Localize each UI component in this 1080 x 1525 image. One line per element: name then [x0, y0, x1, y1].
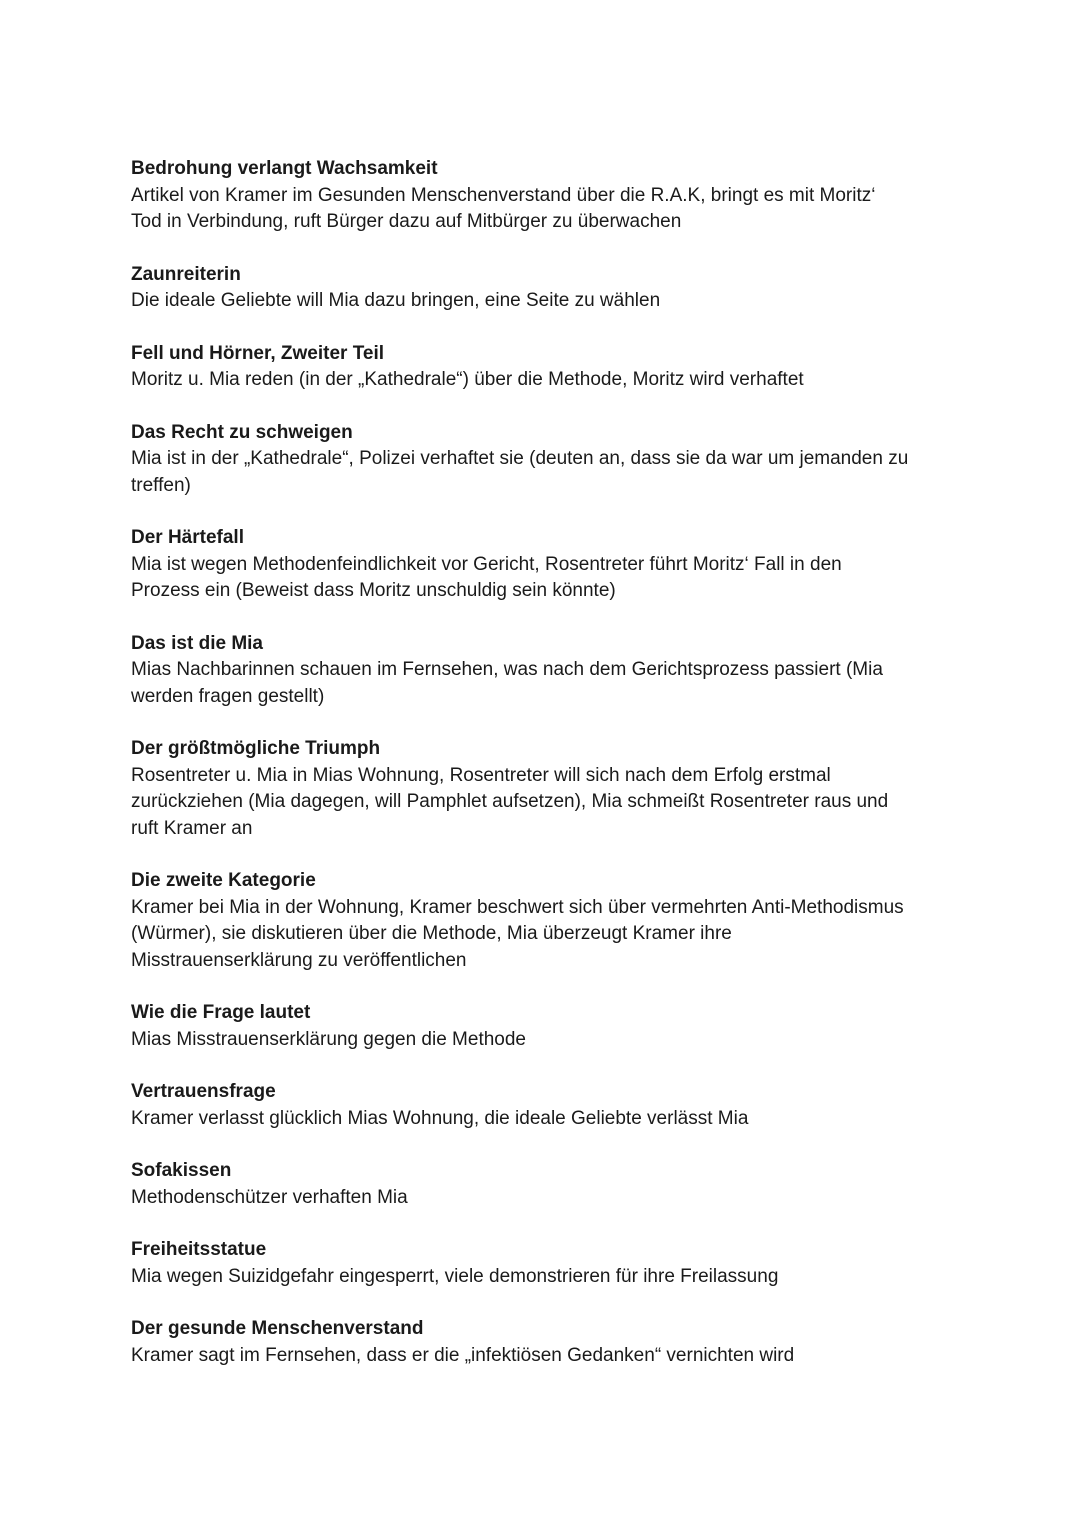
- section-line: Mias Nachbarinnen schauen im Fernsehen, was nach dem Gerichtsprozess passiert (Mia: [131, 659, 883, 680]
- section-line: Kramer verlasst glücklich Mias Wohnung, die ideale Geliebte verlässt Mia: [131, 1107, 749, 1129]
- section-line: Kramer sagt im Fernsehen, dass er die „infektiösen Gedanken“ vernichten wird: [131, 1344, 795, 1366]
- section-line: (Würmer), sie diskutieren über die Methode, Mia überzeugt Kramer ihre: [131, 923, 732, 944]
- section-line: Rosentreter u. Mia in Mias Wohnung, Rosentreter will sich nach dem Erfolg erstmal: [131, 764, 831, 786]
- section-title: Der Härtefall: [131, 527, 244, 548]
- section: [131, 1316, 961, 1369]
- section-title: Wie die Frage lautet: [131, 1002, 311, 1023]
- section-title: Die zweite Kategorie: [131, 870, 316, 891]
- section-line: Kramer bei Mia in der Wohnung, Kramer beschwert sich über vermehrten Anti-Methodismus: [131, 896, 904, 918]
- section-title: Freiheitsstatue: [131, 1239, 267, 1260]
- section: [131, 736, 961, 842]
- section-title: Sofakissen: [131, 1160, 232, 1181]
- section: [131, 1158, 961, 1211]
- section: [131, 631, 961, 711]
- section-title: Zaunreiterin: [131, 263, 241, 285]
- section-line: treffen): [131, 474, 191, 496]
- section-title: Vertrauensfrage: [131, 1081, 276, 1102]
- section-line: Die ideale Geliebte will Mia dazu bringen, eine Seite zu wählen: [131, 290, 661, 311]
- section: [131, 341, 961, 394]
- section: [131, 1079, 961, 1132]
- section-title: Der gesunde Menschenverstand: [131, 1318, 424, 1339]
- section-title: Das ist die Mia: [131, 632, 263, 654]
- section-title: Das Recht zu schweigen: [131, 421, 353, 443]
- section-line: Mias Misstrauenserklärung gegen die Methode: [131, 1028, 526, 1050]
- section-line: Mia ist in der „Kathedrale“, Polizei verhaftet sie (deuten an, dass sie da war um jemanden zu: [131, 448, 909, 469]
- section-line: Methodenschützer verhaften Mia: [131, 1186, 408, 1208]
- section-line: Misstrauenserklärung zu veröffentlichen: [131, 949, 467, 971]
- section-line: zurückziehen (Mia dagegen, will Pamphlet aufsetzen), Mia schmeißt Rosentreter raus und: [131, 791, 889, 812]
- section-line: Tod in Verbindung, ruft Bürger dazu auf Mitbürger zu überwachen: [131, 211, 682, 232]
- section: [131, 262, 961, 315]
- section-title: Fell und Hörner, Zweiter Teil: [131, 342, 385, 364]
- document-page: [131, 156, 961, 1395]
- section: [131, 420, 961, 500]
- section-line: Moritz u. Mia reden (in der „Kathedrale“) über die Methode, Moritz wird verhaftet: [131, 369, 804, 390]
- section: [131, 1237, 961, 1290]
- section-title: Der größtmögliche Triumph: [131, 738, 381, 759]
- section: [131, 1000, 961, 1053]
- section-line: Prozess ein (Beweist dass Moritz unschuldig sein könnte): [131, 580, 616, 601]
- section: [131, 156, 961, 236]
- section-line: werden fragen gestellt): [131, 685, 325, 707]
- section-line: Artikel von Kramer im Gesunden Menschenverstand über die R.A.K, bringt es mit Moritz‘: [131, 184, 876, 206]
- section: [131, 525, 961, 605]
- section-line: Mia wegen Suizidgefahr eingesperrt, viele demonstrieren für ihre Freilassung: [131, 1265, 779, 1287]
- section-line: ruft Kramer an: [131, 817, 253, 839]
- section: [131, 868, 961, 974]
- section-line: Mia ist wegen Methodenfeindlichkeit vor Gericht, Rosentreter führt Moritz‘ Fall in den: [131, 553, 842, 575]
- section-title: Bedrohung verlangt Wachsamkeit: [131, 158, 438, 179]
